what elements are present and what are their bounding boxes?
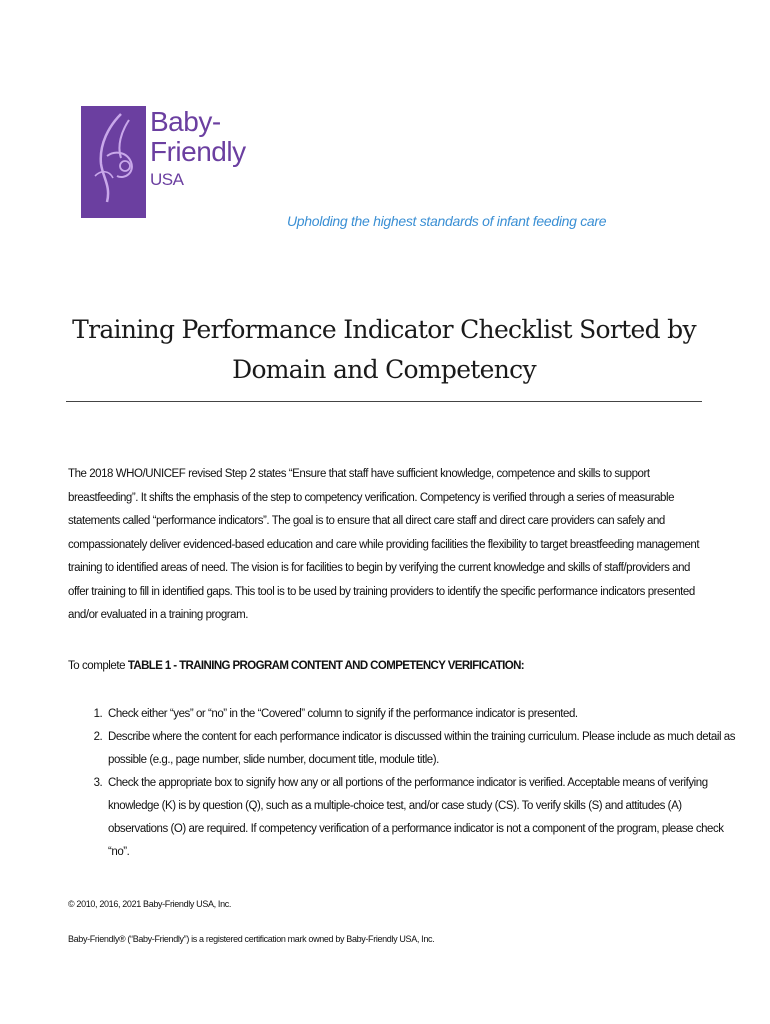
title-line-1: Training Performance Indicator Checklist Sorted by [72, 315, 696, 344]
trademark-notice: Baby-Friendly® (“Baby-Friendly”) is a registered certification mark owned by Baby-Friendly USA, Inc. [68, 934, 435, 944]
mother-child-icon [81, 106, 146, 218]
tagline: Upholding the highest standards of infant feeding care [287, 213, 607, 229]
logo-line-friendly: Friendly [150, 136, 246, 167]
instructions-lead [68, 656, 700, 676]
title-line-2: Domain and Competency [232, 355, 536, 384]
logo-mark [81, 106, 146, 218]
intro-paragraph: The 2018 WHO/UNICEF revised Step 2 states “Ensure that staff have sufficient knowledge, competence and skills to support breastfeeding”. It shifts the emphasis of the step to competency verification. Competency is verified through a series of measurable statements called “performance indicators”. The goal is to ensure that all direct care staff and direct care providers can safely and compassionately deliver evidenced-based education and care while providing facilities the flexibility to target breastfeeding management training to identified areas of need. The vision is for facilities to begin by verifying the current knowledge and skills of staff/providers and offer training to fill in identified gaps. This tool is to be used by training providers to identify the specific performance indicators presented and/or evaluated in a training program. [68, 468, 700, 621]
document-title [66, 310, 702, 390]
copyright-notice: © 2010, 2016, 2021 Baby-Friendly USA, Inc. [68, 899, 232, 909]
instruction-step: 1. Check either “yes” or “no” in the “Covered” column to signify if the performance indicator is presented. [105, 703, 737, 726]
instructions-lead-text: To complete [68, 660, 128, 672]
instruction-step: 2. Describe where the content for each performance indicator is discussed within the training curriculum. Please include as much detail as possible (e.g., page number, slide number, document title, module title). [105, 726, 737, 772]
logo-line-baby: Baby- [150, 106, 221, 137]
logo-wordmark [150, 107, 246, 190]
logo-line-usa: USA [150, 170, 184, 189]
instruction-step: 3. Check the appropriate box to signify how any or all portions of the performance indicator is verified. Acceptable means of verifying knowledge (K) is by question (Q), such as a multiple-choice test, and/or case study (CS). To verify skills (S) and attitudes (A) observations (O) are required. If competency verification of a performance indicator is not a component of the program, please check “no”. [105, 772, 737, 864]
title-divider [66, 401, 702, 402]
instruction-steps [68, 703, 737, 864]
table-name: TABLE 1 - TRAINING PROGRAM CONTENT AND COMPETENCY VERIFICATION: [127, 660, 525, 672]
